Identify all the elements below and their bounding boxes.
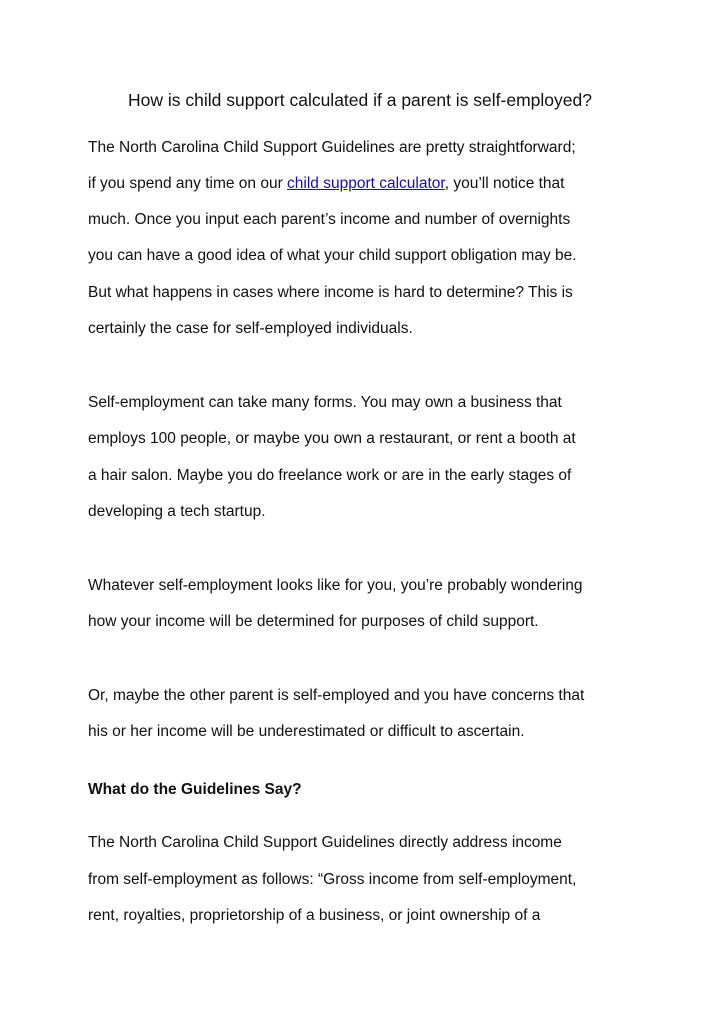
- paragraph1-line6: certainly the case for self-employed individuals.: [88, 320, 413, 337]
- paragraph4-line1: Or, maybe the other parent is self-employed and you have concerns that: [88, 687, 585, 704]
- paragraph1-line2: [88, 174, 564, 194]
- paragraph1-line2-text-after: , you’ll notice that: [444, 175, 565, 192]
- paragraph5-line1: The North Carolina Child Support Guidelines directly address income: [88, 834, 562, 851]
- paragraph2-line2: employs 100 people, or maybe you own a restaurant, or rent a booth at: [88, 430, 576, 447]
- paragraph1-line5: But what happens in cases where income is hard to determine? This is: [88, 284, 573, 301]
- paragraph5-line3: rent, royalties, proprietorship of a business, or joint ownership of a: [88, 907, 541, 924]
- page-title: How is child support calculated if a parent is self-employed?: [128, 90, 592, 110]
- paragraph3-line1: Whatever self-employment looks like for you, you’re probably wondering: [88, 577, 583, 594]
- paragraph2-line3: a hair salon. Maybe you do freelance work or are in the early stages of: [88, 467, 572, 484]
- paragraph1-line1: The North Carolina Child Support Guidelines are pretty straightforward;: [88, 139, 576, 156]
- section-heading: What do the Guidelines Say?: [88, 781, 302, 798]
- child-support-calculator-link[interactable]: child support calculator: [287, 175, 445, 192]
- paragraph1-line3: much. Once you input each parent’s income and number of overnights: [88, 211, 571, 228]
- paragraph3-line2: how your income will be determined for purposes of child support.: [88, 613, 539, 630]
- paragraph4-line2: his or her income will be underestimated or difficult to ascertain.: [88, 723, 525, 740]
- paragraph2-line1: Self-employment can take many forms. You may own a business that: [88, 394, 562, 411]
- paragraph1-line4: you can have a good idea of what your child support obligation may be.: [88, 247, 577, 264]
- paragraph1-line2-text-before: if you spend any time on our: [88, 175, 288, 192]
- paragraph2-line4: developing a tech startup.: [88, 503, 266, 520]
- paragraph5-line2: from self-employment as follows: “Gross income from self-employment,: [88, 871, 577, 888]
